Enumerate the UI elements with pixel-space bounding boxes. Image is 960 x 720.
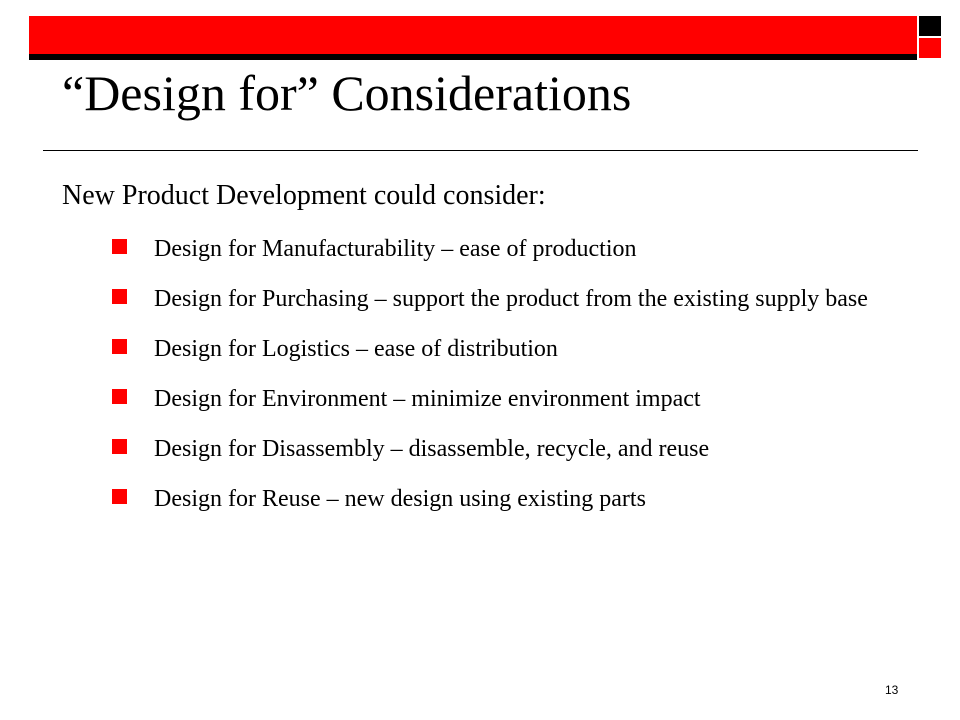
red-square-bullet-icon — [112, 389, 127, 404]
bullet-text: Design for Environment – minimize environment impact — [154, 386, 701, 412]
title-divider — [43, 150, 918, 151]
corner-red-square — [919, 38, 941, 58]
red-square-bullet-icon — [112, 439, 127, 454]
bullet-text: Design for Manufacturability – ease of production — [154, 236, 637, 262]
bullet-text: Design for Reuse – new design using existing parts — [154, 486, 646, 512]
bullet-list — [110, 232, 900, 532]
top-red-bar — [29, 16, 917, 54]
intro-text: New Product Development could consider: — [62, 180, 546, 211]
slide-title: “Design for” Considerations — [62, 65, 632, 121]
bullet-text: Design for Disassembly – disassemble, recycle, and reuse — [154, 436, 710, 462]
red-square-bullet-icon — [112, 339, 127, 354]
red-square-bullet-icon — [112, 289, 127, 304]
top-black-bar — [29, 54, 917, 60]
bullet-item — [110, 282, 900, 316]
bullet-item — [110, 482, 900, 516]
bullet-item — [110, 232, 900, 266]
bullet-text: Design for Purchasing – support the product from the existing supply base — [154, 286, 868, 312]
bullet-item — [110, 382, 900, 416]
bullet-item — [110, 432, 900, 466]
red-square-bullet-icon — [112, 489, 127, 504]
bullet-text: Design for Logistics – ease of distribution — [154, 336, 558, 362]
red-square-bullet-icon — [112, 239, 127, 254]
bullet-item — [110, 332, 900, 366]
corner-black-square — [919, 16, 941, 36]
page-number: 13 — [885, 683, 899, 697]
